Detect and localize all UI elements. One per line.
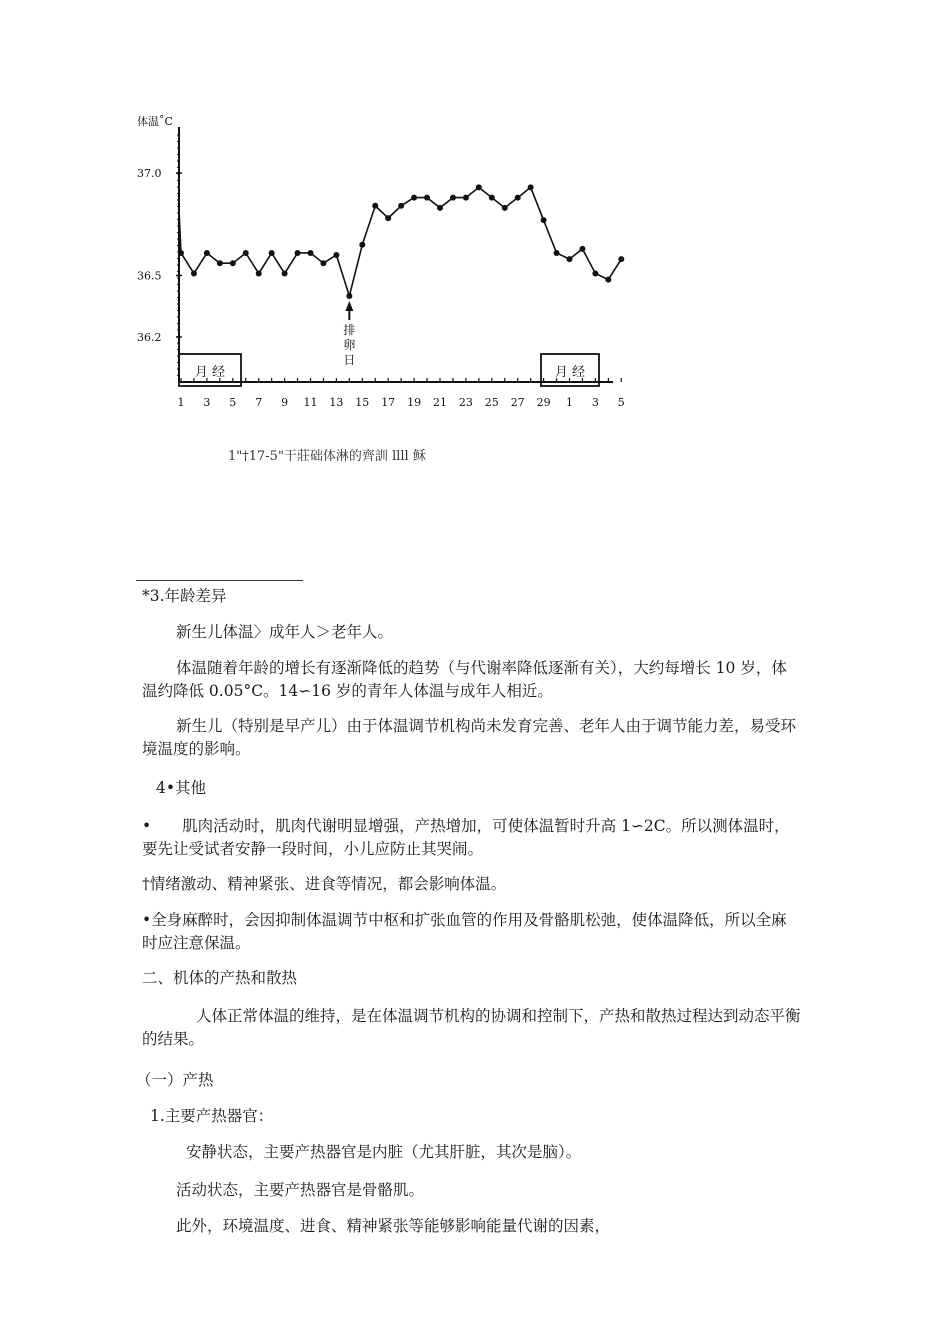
temperature-point [385,215,391,221]
x-tick-label: 27 [510,396,525,409]
x-tick-label: 21 [433,396,447,409]
y-tick-label: 37.0 [137,167,162,180]
temperature-point [592,270,598,276]
main-organs-heading: 1.主要产热器官： [150,1107,274,1125]
other-bullet-3: •全身麻醉时，会因抑制体温调节中枢和扩张血管的作用及骨骼肌松弛，使体温降低，所以全麻时应注意保温。 [142,911,787,952]
temperature-point [256,270,262,276]
temperature-point [515,195,521,201]
period-label: 月 经 [194,365,226,380]
temperature-point [567,256,573,262]
temperature-point [489,195,495,201]
age-paragraph-2: 体温随着年龄的增长有逐渐降低的趋势（与代谢率降低逐渐有关），大约每增长 10 岁，体温约降低 0.05°C。14∽16 岁的青年人体温与成年人相近。 [142,659,787,700]
temperature-point [204,250,210,256]
temperature-point [308,250,314,256]
temperature-point [528,184,534,190]
temperature-point [230,260,236,266]
temperature-point [217,260,223,266]
temperature-point [320,260,326,266]
chart-annotations [179,301,599,386]
y-axis-ticks [137,135,182,376]
ovulation-arrow-head [345,301,353,311]
temperature-point [282,270,288,276]
x-tick-label: 9 [281,396,289,409]
temperature-point [476,184,482,190]
y-axis-label: 体温˚C [137,115,173,128]
chart-axes [137,114,613,382]
other-bullet-1: • 肌肉活动时，肌肉代谢明显增强，产热增加，可使体温暂时升高 1∽2C。所以测体温时，要先让受试者安静一段时间，小儿应防止其哭闹。 [142,817,790,858]
temperature-point [191,270,197,276]
x-tick-label: 29 [536,396,551,409]
temperature-point [424,195,430,201]
temperature-point [333,252,339,258]
temperature-point [618,256,624,262]
period-label: 月 经 [554,365,586,380]
temperature-point [437,205,443,211]
x-tick-label: 7 [255,396,263,409]
temperature-point [398,203,404,209]
ovulation-label: 日 [343,353,356,367]
temperature-point [178,250,184,256]
temperature-point [411,195,417,201]
organs-paragraph-3: 此外，环境温度、进食、精神紧张等能够影响能量代谢的因素， [176,1217,611,1235]
temperature-point [605,277,611,283]
temperature-point [295,250,301,256]
temperature-point [502,205,508,211]
figure-caption: 1"†17-5"干莊础体淋的齊訓 llll 稣 [228,449,426,464]
x-tick-label: 17 [381,396,396,409]
temperature-point [269,250,275,256]
other-heading: 4•其他 [156,779,207,797]
x-tick-label: 5 [229,396,237,409]
footnote-separator [136,580,303,581]
x-tick-label: 19 [407,396,422,409]
section-2-paragraph: 人体正常体温的维持，是在体温调节机构的协调和控制下，产热和散热过程达到动态平衡的结果。 [142,1007,801,1048]
basal-temperature-chart [125,105,625,420]
x-tick-label: 1 [177,396,185,409]
section-2-heading: 二、机体的产热和散热 [142,969,298,987]
temperature-point [359,242,365,248]
x-tick-label: 1 [566,396,573,409]
ovulation-label: 排 [343,323,356,337]
organs-paragraph-2: 活动状态，主要产热器官是骨骼肌。 [176,1181,425,1199]
ovulation-label: 卵 [343,338,356,352]
temperature-point [554,250,560,256]
other-bullet-2: †情绪激动、精神紧张、进食等情况，都会影响体温。 [142,875,507,893]
x-tick-label: 13 [329,396,344,409]
temperature-point [346,293,352,299]
organs-paragraph-1: 安静状态，主要产热器官是内脏（尤其肝脏，其次是脑）。 [186,1143,582,1161]
temperature-point [541,217,547,223]
x-tick-label: 15 [355,396,370,409]
temperature-point [450,195,456,201]
temperature-point [372,203,378,209]
temperature-point [243,250,249,256]
x-tick-label: 23 [458,396,473,409]
x-tick-label: 5 [617,396,625,409]
temperature-point [463,195,469,201]
heat-production-heading: （一）产热 [136,1071,214,1089]
temperature-point [579,246,585,252]
x-tick-label: 25 [484,396,499,409]
temperature-series [178,184,624,299]
x-tick-label: 3 [591,396,599,409]
age-paragraph-1: 新生儿体温〉成年人＞老年人。 [176,623,394,641]
age-difference-heading: *3.年龄差异 [142,587,227,605]
y-tick-label: 36.5 [137,269,162,283]
x-tick-label: 3 [203,396,211,409]
x-tick-label: 11 [303,396,318,409]
y-tick-label: 36.2 [137,331,162,344]
age-paragraph-3: 新生儿（特别是早产儿）由于体温调节机构尚未发育完善、老年人由于调节能力差，易受环境温度的影响。 [142,717,797,758]
